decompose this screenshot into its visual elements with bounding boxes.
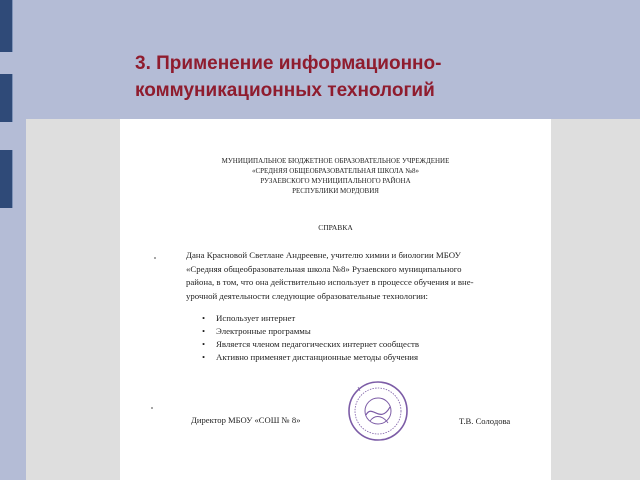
scanned-document [120, 119, 551, 480]
scan-speck [151, 407, 153, 409]
document-body [186, 249, 538, 303]
technology-list [202, 312, 419, 364]
slide-title [135, 50, 615, 104]
body-line: района, в том, что она действительно использует в процессе обучения и вне- [186, 277, 474, 287]
letterhead-line: РУЗАЕВСКОГО МУНИЦИПАЛЬНОГО РАЙОНА [260, 177, 411, 185]
document-heading: СПРАВКА [318, 223, 353, 232]
list-item: • Использует интернет [202, 312, 419, 325]
signature-name: Т.В. Солодова [459, 416, 511, 426]
round-seal-stamp-icon [346, 365, 410, 455]
slide-edge-bar-3 [0, 150, 13, 208]
body-line: урочной деятельности следующие образовательные технологии: [186, 290, 428, 301]
list-item: • Активно применяет дистанционные методы обучения [202, 351, 419, 364]
letterhead-line: «СРЕДНЯЯ ОБЩЕОБРАЗОВАТЕЛЬНАЯ ШКОЛА №8» [251, 167, 420, 175]
letterhead-line: РЕСПУБЛИКИ МОРДОВИЯ [292, 187, 379, 195]
slide-edge-bar-2 [0, 74, 13, 122]
list-item: • Электронные программы [202, 325, 419, 338]
scan-speck [154, 257, 156, 259]
signature-title: Директор МБОУ «СОШ № 8» [191, 415, 301, 425]
slide-title-line-2: коммуникационных технологий [135, 80, 435, 101]
document-letterhead [120, 156, 551, 196]
letterhead-line: МУНИЦИПАЛЬНОЕ БЮДЖЕТНОЕ ОБРАЗОВАТЕЛЬНОЕ УЧРЕЖДЕНИЕ [221, 157, 450, 165]
body-line: Дана Красновой Светлане Андреевне, учителю химии и биологии МБОУ [186, 250, 461, 260]
body-line: «Средняя общеобразовательная школа №8» Рузаевского муниципального [186, 263, 462, 274]
list-item: • Является членом педагогических интернет сообществ [202, 338, 419, 351]
slide-edge-bar-1 [0, 0, 13, 52]
slide-title-line-1: 3. Применение информационно- [135, 53, 442, 74]
